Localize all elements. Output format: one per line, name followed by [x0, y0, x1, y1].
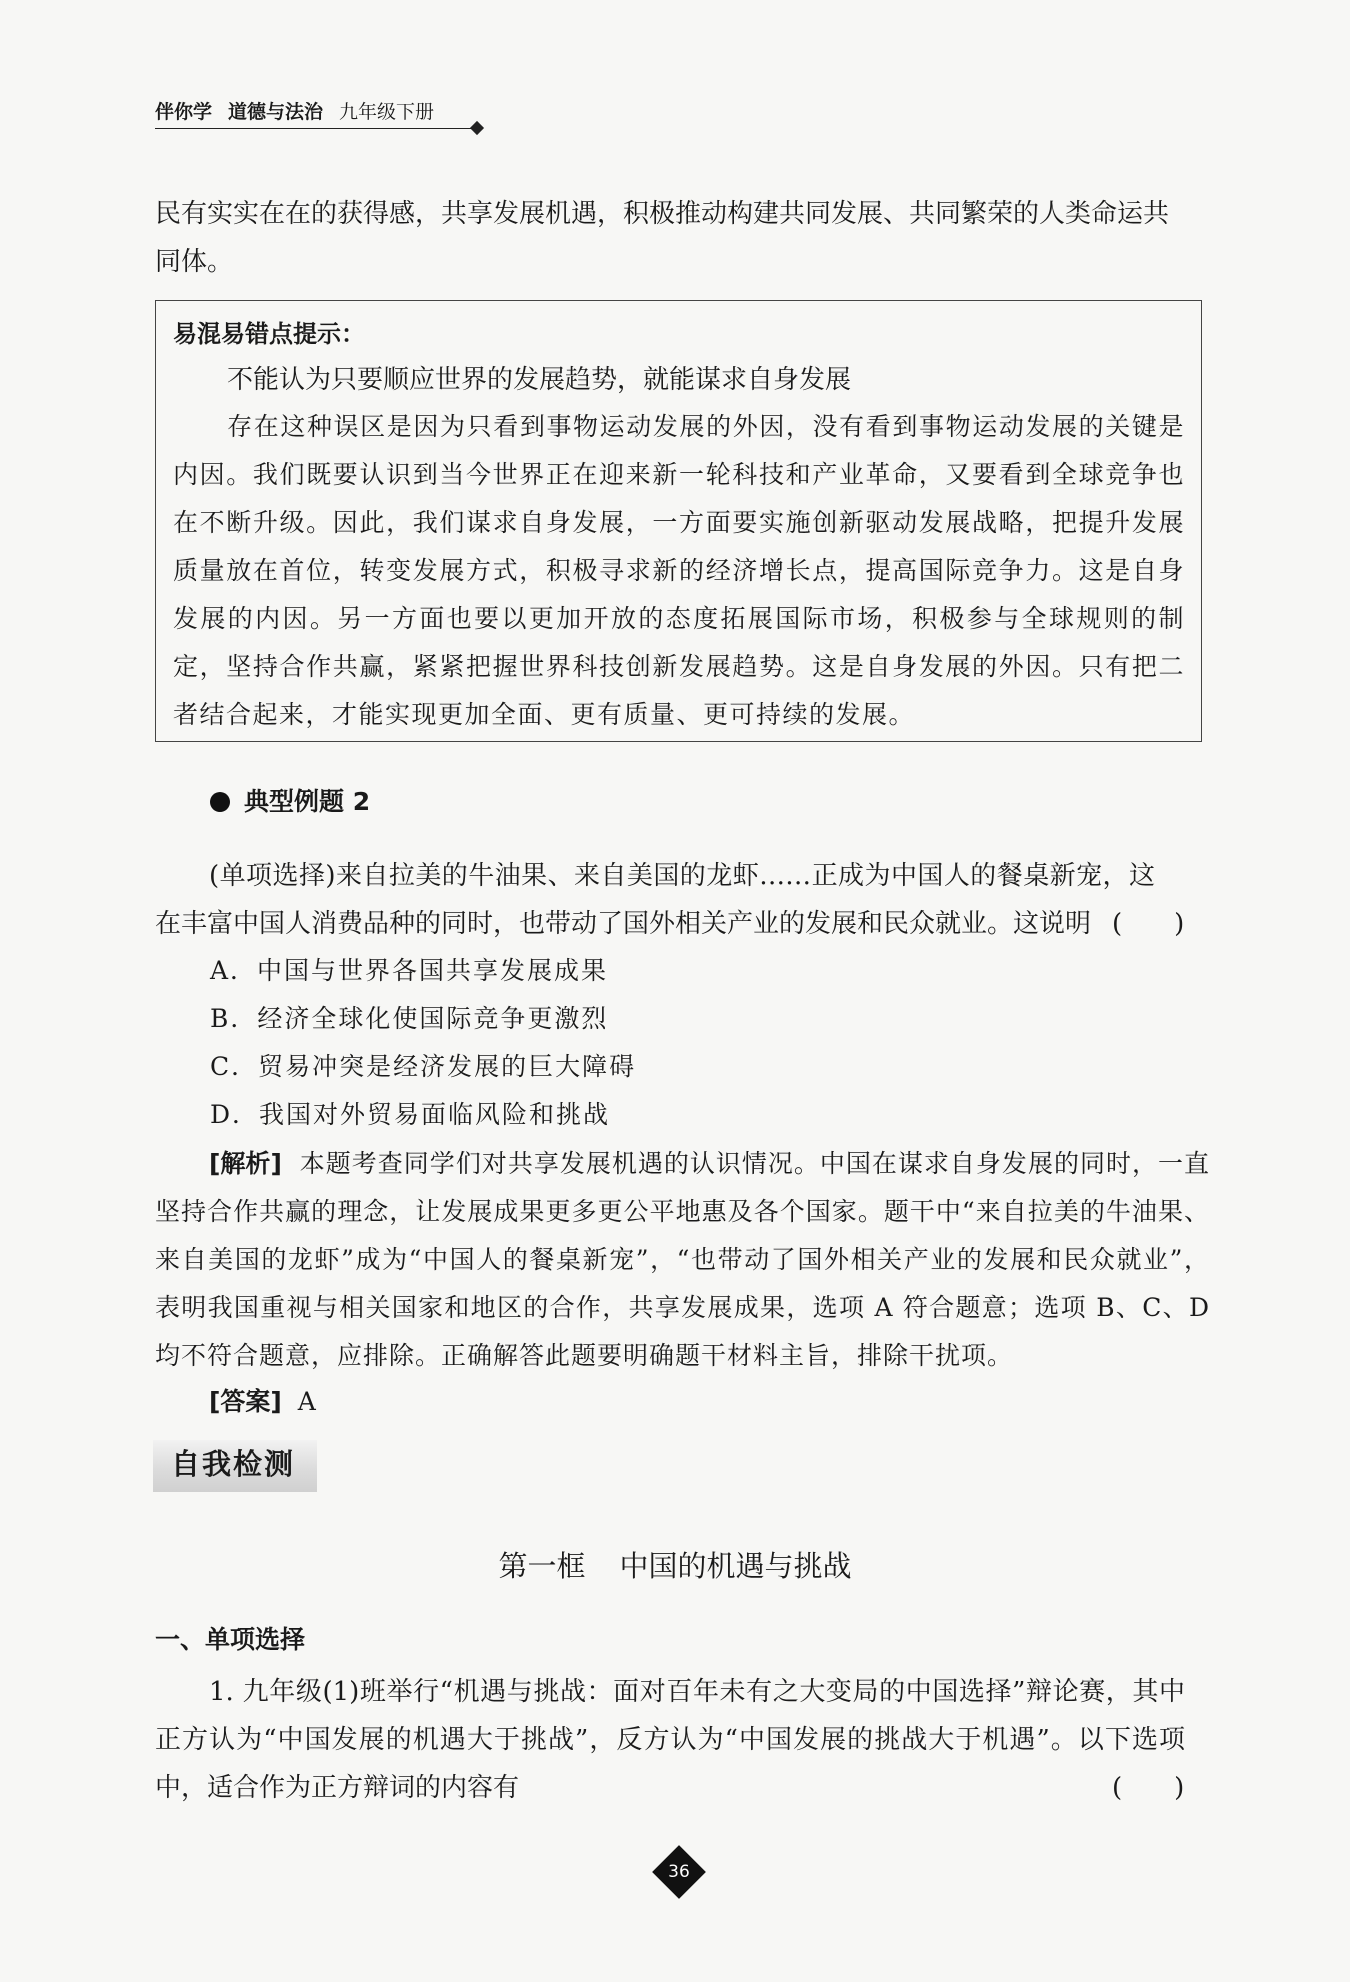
subject-name: 道德与法治 [228, 101, 324, 123]
bullet-dot-icon [210, 792, 230, 812]
answer-bracket: ( ) [1112, 909, 1185, 939]
question-1-bracket: ( ) [1112, 1773, 1185, 1803]
question-1 [155, 1668, 1185, 1812]
option-c: C．贸易冲突是经济发展的巨大障碍 [210, 1052, 637, 1081]
tip-body-text: 存在这种误区是因为只看到事物运动发展的外因，没有看到事物运动发展的关键是内因。我们既要认识到当今世界正在迎来新一轮科技和产业革命，又要看到全球竞争也在不断升级。因此，我们谋求自身发展，一方面要实施创新驱动发展战略，把提升发展质量放在首位，转变发展方式，积极寻求新的经济增长点，提高国际竞争力。这是自身发展的内因。另一方面也要以更加开放的态度拓展国际市场，积极参与全球规则的制定，坚持合作共赢，紧紧把握世界科技创新发展趋势。这是自身发展的外因。只有把二者结合起来，才能实现更加全面、更有质量、更可持续的发展。 [173, 412, 1185, 729]
self-check-label: 自我检测 [171, 1447, 296, 1481]
tip-body [173, 403, 1185, 739]
example-heading-text: 典型例题 2 [244, 787, 371, 816]
example-stem [155, 852, 1155, 948]
question-1-text: 1. 九年级(1)班举行“机遇与挑战：面对百年未有之大变局的中国选择”辩论赛，其中正方认为“中国发展的机遇大于挑战”，反方认为“中国发展的挑战大于机遇”。以下选项中，适合作为正方辩词的内容有 [155, 1677, 1185, 1803]
analysis-paragraph [155, 1140, 1210, 1380]
section-title [0, 1544, 1350, 1588]
page-number: 36 [668, 1862, 690, 1882]
intro-line-1: 民有实实在在的获得感，共享发展机遇，积极推动构建共同发展、共同繁荣的人类命运共 [155, 199, 1170, 229]
header-rule [155, 128, 477, 129]
section-title-part: 第一框 [498, 1549, 586, 1583]
part-heading: 一、单项选择 [155, 1625, 306, 1654]
answer-tag: [答案] [209, 1387, 282, 1416]
tip-box [155, 300, 1202, 742]
series-name: 伴你学 [155, 101, 213, 123]
self-check-banner [153, 1440, 317, 1492]
tip-title: 易混易错点提示： [173, 320, 365, 348]
option-a: A．中国与世界各国共享发展成果 [210, 956, 609, 985]
running-header [155, 100, 485, 124]
tip-subtitle: 不能认为只要顺应世界的发展趋势，就能谋求自身发展 [227, 365, 852, 395]
analysis-tag: [解析] [209, 1149, 282, 1178]
option-b: B．经济全球化使国际竞争更激烈 [210, 1004, 609, 1033]
section-title-name: 中国的机遇与挑战 [619, 1549, 852, 1583]
example-heading [210, 782, 370, 822]
grade-label: 九年级下册 [339, 101, 435, 123]
answer-line [209, 1380, 316, 1424]
answer-value: A [297, 1387, 316, 1416]
intro-line-2: 同体。 [155, 247, 234, 277]
example-stem-text: (单项选择)来自拉美的牛油果、来自美国的龙虾……正成为中国人的餐桌新宠，这在丰富中国人消费品种的同时，也带动了国外相关产业的发展和民众就业。这说明 [155, 861, 1155, 939]
option-d: D．我国对外贸易面临风险和挑战 [210, 1100, 611, 1129]
analysis-text: 本题考查同学们对共享发展机遇的认识情况。中国在谋求自身发展的同时，一直坚持合作共赢的理念，让发展成果更多更公平地惠及各个国家。题干中“来自拉美的牛油果、来自美国的龙虾”成为“中国人的餐桌新宠”，“也带动了国外相关产业的发展和民众就业”，表明我国重视与相关国家和地区的合作，共享发展成果，选项 A 符合题意；选项 B、C、D 均不符合题意，应排除。正确解答此题要明确题干材料主旨，排除干扰项。 [155, 1149, 1210, 1370]
intro-paragraph [155, 190, 1210, 286]
